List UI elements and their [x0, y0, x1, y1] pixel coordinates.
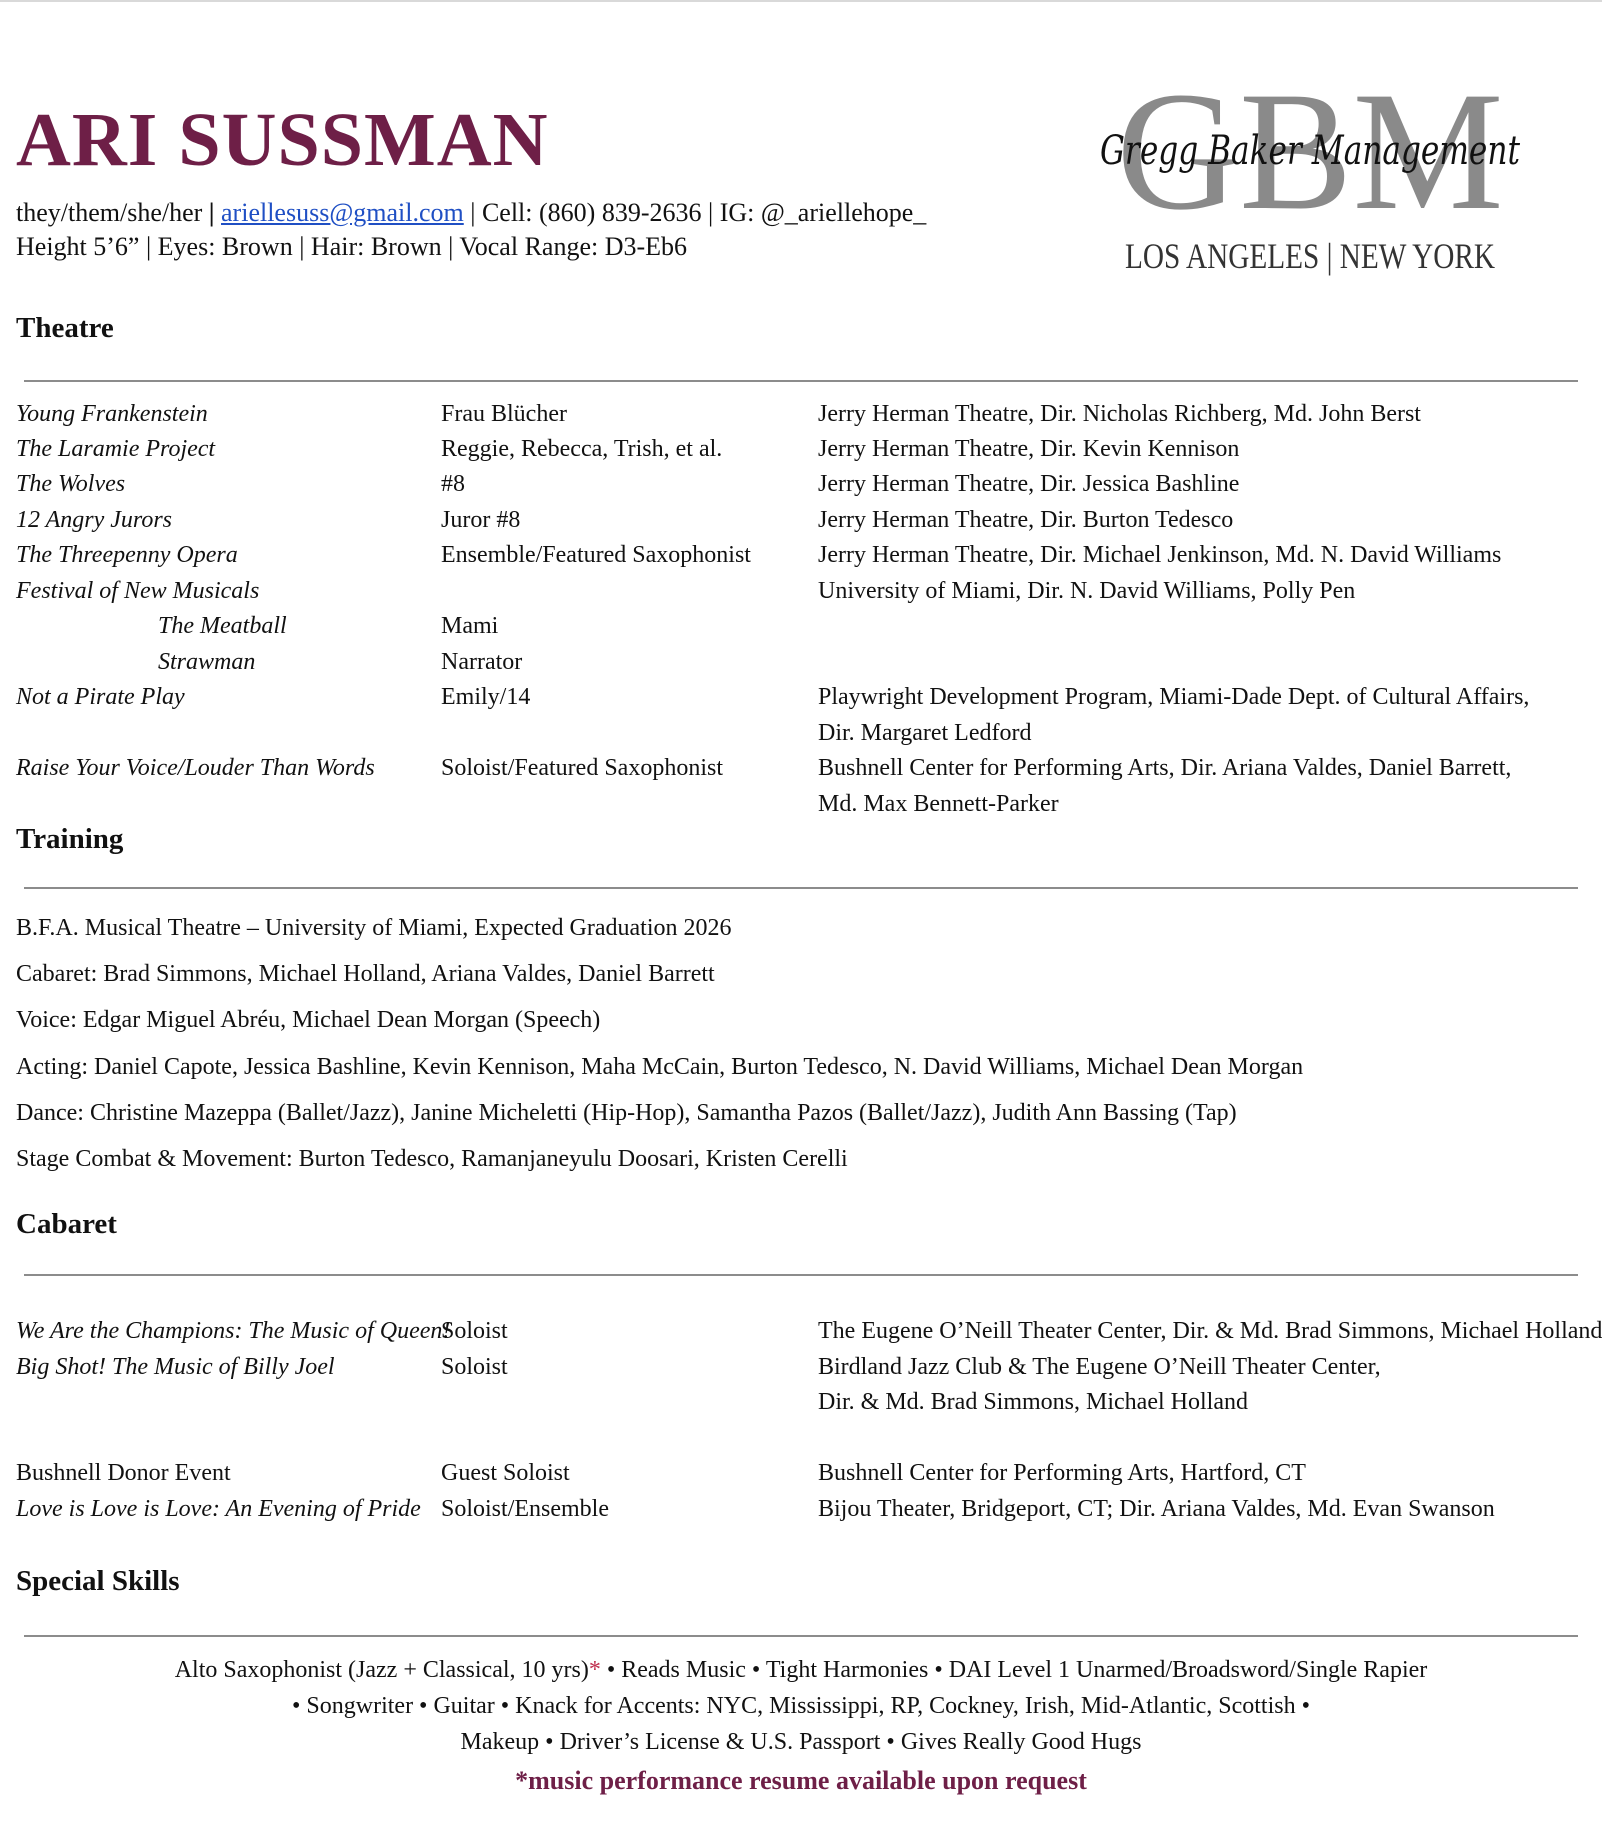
role: Frau Blücher: [441, 401, 567, 427]
section-title-training: Training: [16, 823, 124, 855]
role: Soloist/Featured Saxophonist: [441, 755, 723, 781]
venue: University of Miami, Dir. N. David Williams, Polly Pen: [818, 578, 1356, 604]
section-divider: [24, 1274, 1578, 1276]
section-divider: [24, 887, 1578, 889]
contact-info: [16, 196, 926, 264]
role: #8: [441, 471, 465, 497]
logo-cities: LOS ANGELES | NEW YORK: [1125, 236, 1496, 276]
skills-line: [0, 1652, 1602, 1688]
asterisk-marker: *: [588, 1657, 601, 1683]
venue: Jerry Herman Theatre, Dir. Michael Jenkinson, Md. N. David Williams: [818, 542, 1502, 568]
show-title: Young Frankenstein: [16, 401, 208, 427]
skill-saxophone: Alto Saxophonist (Jazz + Classical, 10 yrs): [174, 1657, 589, 1683]
venue: Jerry Herman Theatre, Dir. Jessica Bashline: [818, 471, 1240, 497]
show-title: Love is Love is Love: An Evening of Pride: [16, 1496, 421, 1522]
venue: Birdland Jazz Club & The Eugene O’Neill Theater Center,: [818, 1354, 1381, 1380]
logo-monogram: GBM: [1116, 72, 1504, 245]
contact-line: [16, 196, 926, 230]
venue-continued: Md. Max Bennett-Parker: [818, 791, 1059, 817]
training-line: Acting: Daniel Capote, Jessica Bashline, Kevin Kennison, Maha McCain, Burton Tedesco, N. David Williams, Michael Dean Morgan: [16, 1054, 1304, 1080]
venue: Jerry Herman Theatre, Dir. Burton Tedesco: [818, 507, 1234, 533]
role: Ensemble/Featured Saxophonist: [441, 542, 751, 568]
logo-script: Gregg Baker Management: [1100, 128, 1521, 174]
show-title: The Threepenny Opera: [16, 542, 238, 568]
venue: Playwright Development Program, Miami-Dade Dept. of Cultural Affairs,: [818, 684, 1530, 710]
show-title: Bushnell Donor Event: [16, 1460, 231, 1486]
cell-and-instagram: | Cell: (860) 839-2636 | IG: @_ariellehope_: [470, 198, 927, 227]
email-link[interactable]: ariellesuss@gmail.com: [221, 198, 464, 227]
venue: Bijou Theater, Bridgeport, CT; Dir. Ariana Valdes, Md. Evan Swanson: [818, 1496, 1495, 1522]
show-title: Big Shot! The Music of Billy Joel: [16, 1354, 335, 1380]
show-title: Raise Your Voice/Louder Than Words: [16, 755, 375, 781]
venue: The Eugene O’Neill Theater Center, Dir. & Md. Brad Simmons, Michael Holland: [818, 1318, 1602, 1344]
show-title: The Laramie Project: [16, 436, 216, 462]
venue: Bushnell Center for Performing Arts, Dir. Ariana Valdes, Daniel Barrett,: [818, 755, 1512, 781]
section-divider: [24, 380, 1578, 382]
venue-continued: Dir. Margaret Ledford: [818, 720, 1032, 746]
training-line: Cabaret: Brad Simmons, Michael Holland, Ariana Valdes, Daniel Barrett: [16, 961, 715, 987]
top-border: [0, 0, 1602, 2]
training-line: Voice: Edgar Miguel Abréu, Michael Dean Morgan (Speech): [16, 1007, 601, 1033]
role: Juror #8: [441, 507, 521, 533]
skills-line: Makeup • Driver’s License & U.S. Passport • Gives Really Good Hugs: [460, 1729, 1142, 1755]
role: Soloist: [441, 1318, 508, 1344]
section-title-cabaret: Cabaret: [16, 1208, 117, 1240]
physical-stats: Height 5’6” | Eyes: Brown | Hair: Brown | Vocal Range: D3-Eb6: [16, 232, 688, 261]
skills-line: • Songwriter • Guitar • Knack for Accents: NYC, Mississippi, RP, Cockney, Irish, Mid-Atlantic, Scottish •: [292, 1693, 1310, 1719]
show-title: Festival of New Musicals: [16, 578, 260, 604]
training-line: Stage Combat & Movement: Burton Tedesco, Ramanjaneyulu Doosari, Kristen Cerelli: [16, 1146, 848, 1172]
separator: |: [208, 198, 215, 227]
role: Soloist: [441, 1354, 508, 1380]
section-title-special-skills: Special Skills: [16, 1565, 180, 1597]
section-title-theatre: Theatre: [16, 312, 114, 344]
training-line: B.F.A. Musical Theatre – University of Miami, Expected Graduation 2026: [16, 915, 732, 941]
show-title: Strawman: [158, 649, 256, 675]
pronouns: they/them/she/her: [16, 198, 203, 227]
show-title: The Meatball: [158, 613, 287, 639]
agency-logo: [1090, 72, 1530, 282]
show-title: We Are the Champions: The Music of Queen!: [16, 1318, 451, 1344]
venue-continued: Dir. & Md. Brad Simmons, Michael Holland: [818, 1389, 1248, 1415]
role: Emily/14: [441, 684, 531, 710]
section-divider: [24, 1635, 1578, 1637]
role: Guest Soloist: [441, 1460, 570, 1486]
venue: Jerry Herman Theatre, Dir. Kevin Kennison: [818, 436, 1240, 462]
show-title: 12 Angry Jurors: [16, 507, 172, 533]
role: Mami: [441, 613, 499, 639]
venue: Bushnell Center for Performing Arts, Hartford, CT: [818, 1460, 1306, 1486]
venue: Jerry Herman Theatre, Dir. Nicholas Richberg, Md. John Berst: [818, 401, 1421, 427]
show-title: Not a Pirate Play: [16, 684, 185, 710]
performer-name: ARI SUSSMAN: [16, 98, 549, 182]
training-line: Dance: Christine Mazeppa (Ballet/Jazz), Janine Micheletti (Hip-Hop), Samantha Pazos (Ballet/Jazz), Judith Ann Bassing (Tap): [16, 1100, 1237, 1126]
skills-text: • Reads Music • Tight Harmonies • DAI Level 1 Unarmed/Broadsword/Single Rapier: [600, 1657, 1428, 1683]
role: Reggie, Rebecca, Trish, et al.: [441, 436, 723, 462]
show-title: The Wolves: [16, 471, 126, 497]
role: Narrator: [441, 649, 523, 675]
role: Soloist/Ensemble: [441, 1496, 609, 1522]
footnote: *music performance resume available upon request: [515, 1766, 1087, 1795]
